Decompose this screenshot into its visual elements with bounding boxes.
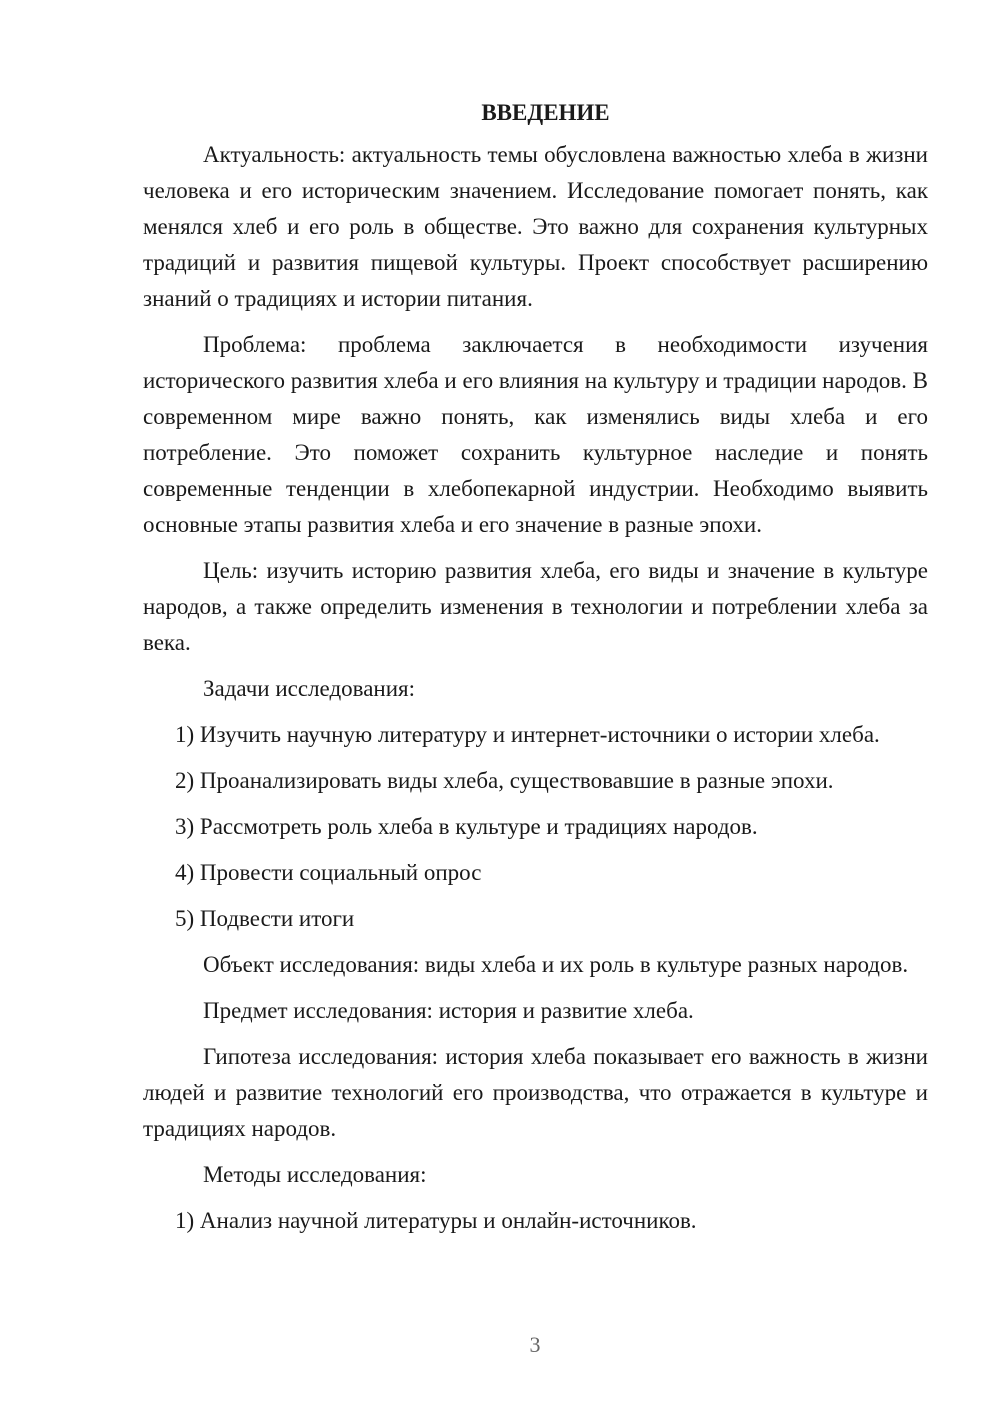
section-title: ВВЕДЕНИЕ xyxy=(481,100,610,125)
tasks-heading: Задачи исследования: xyxy=(203,676,416,701)
methods-heading: Методы исследования: xyxy=(203,1162,427,1187)
page-number: 3 xyxy=(529,1332,541,1357)
subject-paragraph: Предмет исследования: история и развитие хлеба. xyxy=(203,998,694,1023)
goal-paragraph: Цель: изучить историю развития хлеба, его виды и значение в культуре народов, а также определить изменения в технологии и потреблении хлеба за века. xyxy=(143,558,928,655)
task-item-4: 4) Провести социальный опрос xyxy=(175,860,482,885)
method-item-1: 1) Анализ научной литературы и онлайн-источников. xyxy=(175,1208,697,1233)
task-item-5: 5) Подвести итоги xyxy=(175,906,355,931)
task-item-3: 3) Рассмотреть роль хлеба в культуре и традициях народов. xyxy=(175,814,758,839)
object-paragraph: Объект исследования: виды хлеба и их роль в культуре разных народов. xyxy=(203,952,909,977)
problem-paragraph: Проблема: проблема заключается в необходимости изучения исторического развития хлеба и его влияния на культуру и традиции народов. В современном мире важно понять, как изменялись виды хлеба и его потребление. Это поможет сохранить культурное наследие и понять современные тенденции в хлебопекарной индустрии. Необходимо выявить основные этапы развития хлеба и его значение в разные эпохи. xyxy=(143,332,928,537)
page-content xyxy=(143,95,928,1249)
relevance-paragraph: Актуальность: актуальность темы обусловлена важностью хлеба в жизни человека и его историческим значением. Исследование помогает понять, как менялся хлеб и его роль в обществе. Это важно для сохранения культурных традиций и развития пищевой культуры. Проект способствует расширению знаний о традициях и истории питания. xyxy=(143,142,928,311)
task-item-2: 2) Проанализировать виды хлеба, существовавшие в разные эпохи. xyxy=(175,768,834,793)
task-item-1: 1) Изучить научную литературу и интернет-источники о истории хлеба. xyxy=(175,722,880,747)
hypothesis-paragraph: Гипотеза исследования: история хлеба показывает его важность в жизни людей и развитие технологий его производства, что отражается в культуре и традициях народов. xyxy=(143,1044,928,1141)
